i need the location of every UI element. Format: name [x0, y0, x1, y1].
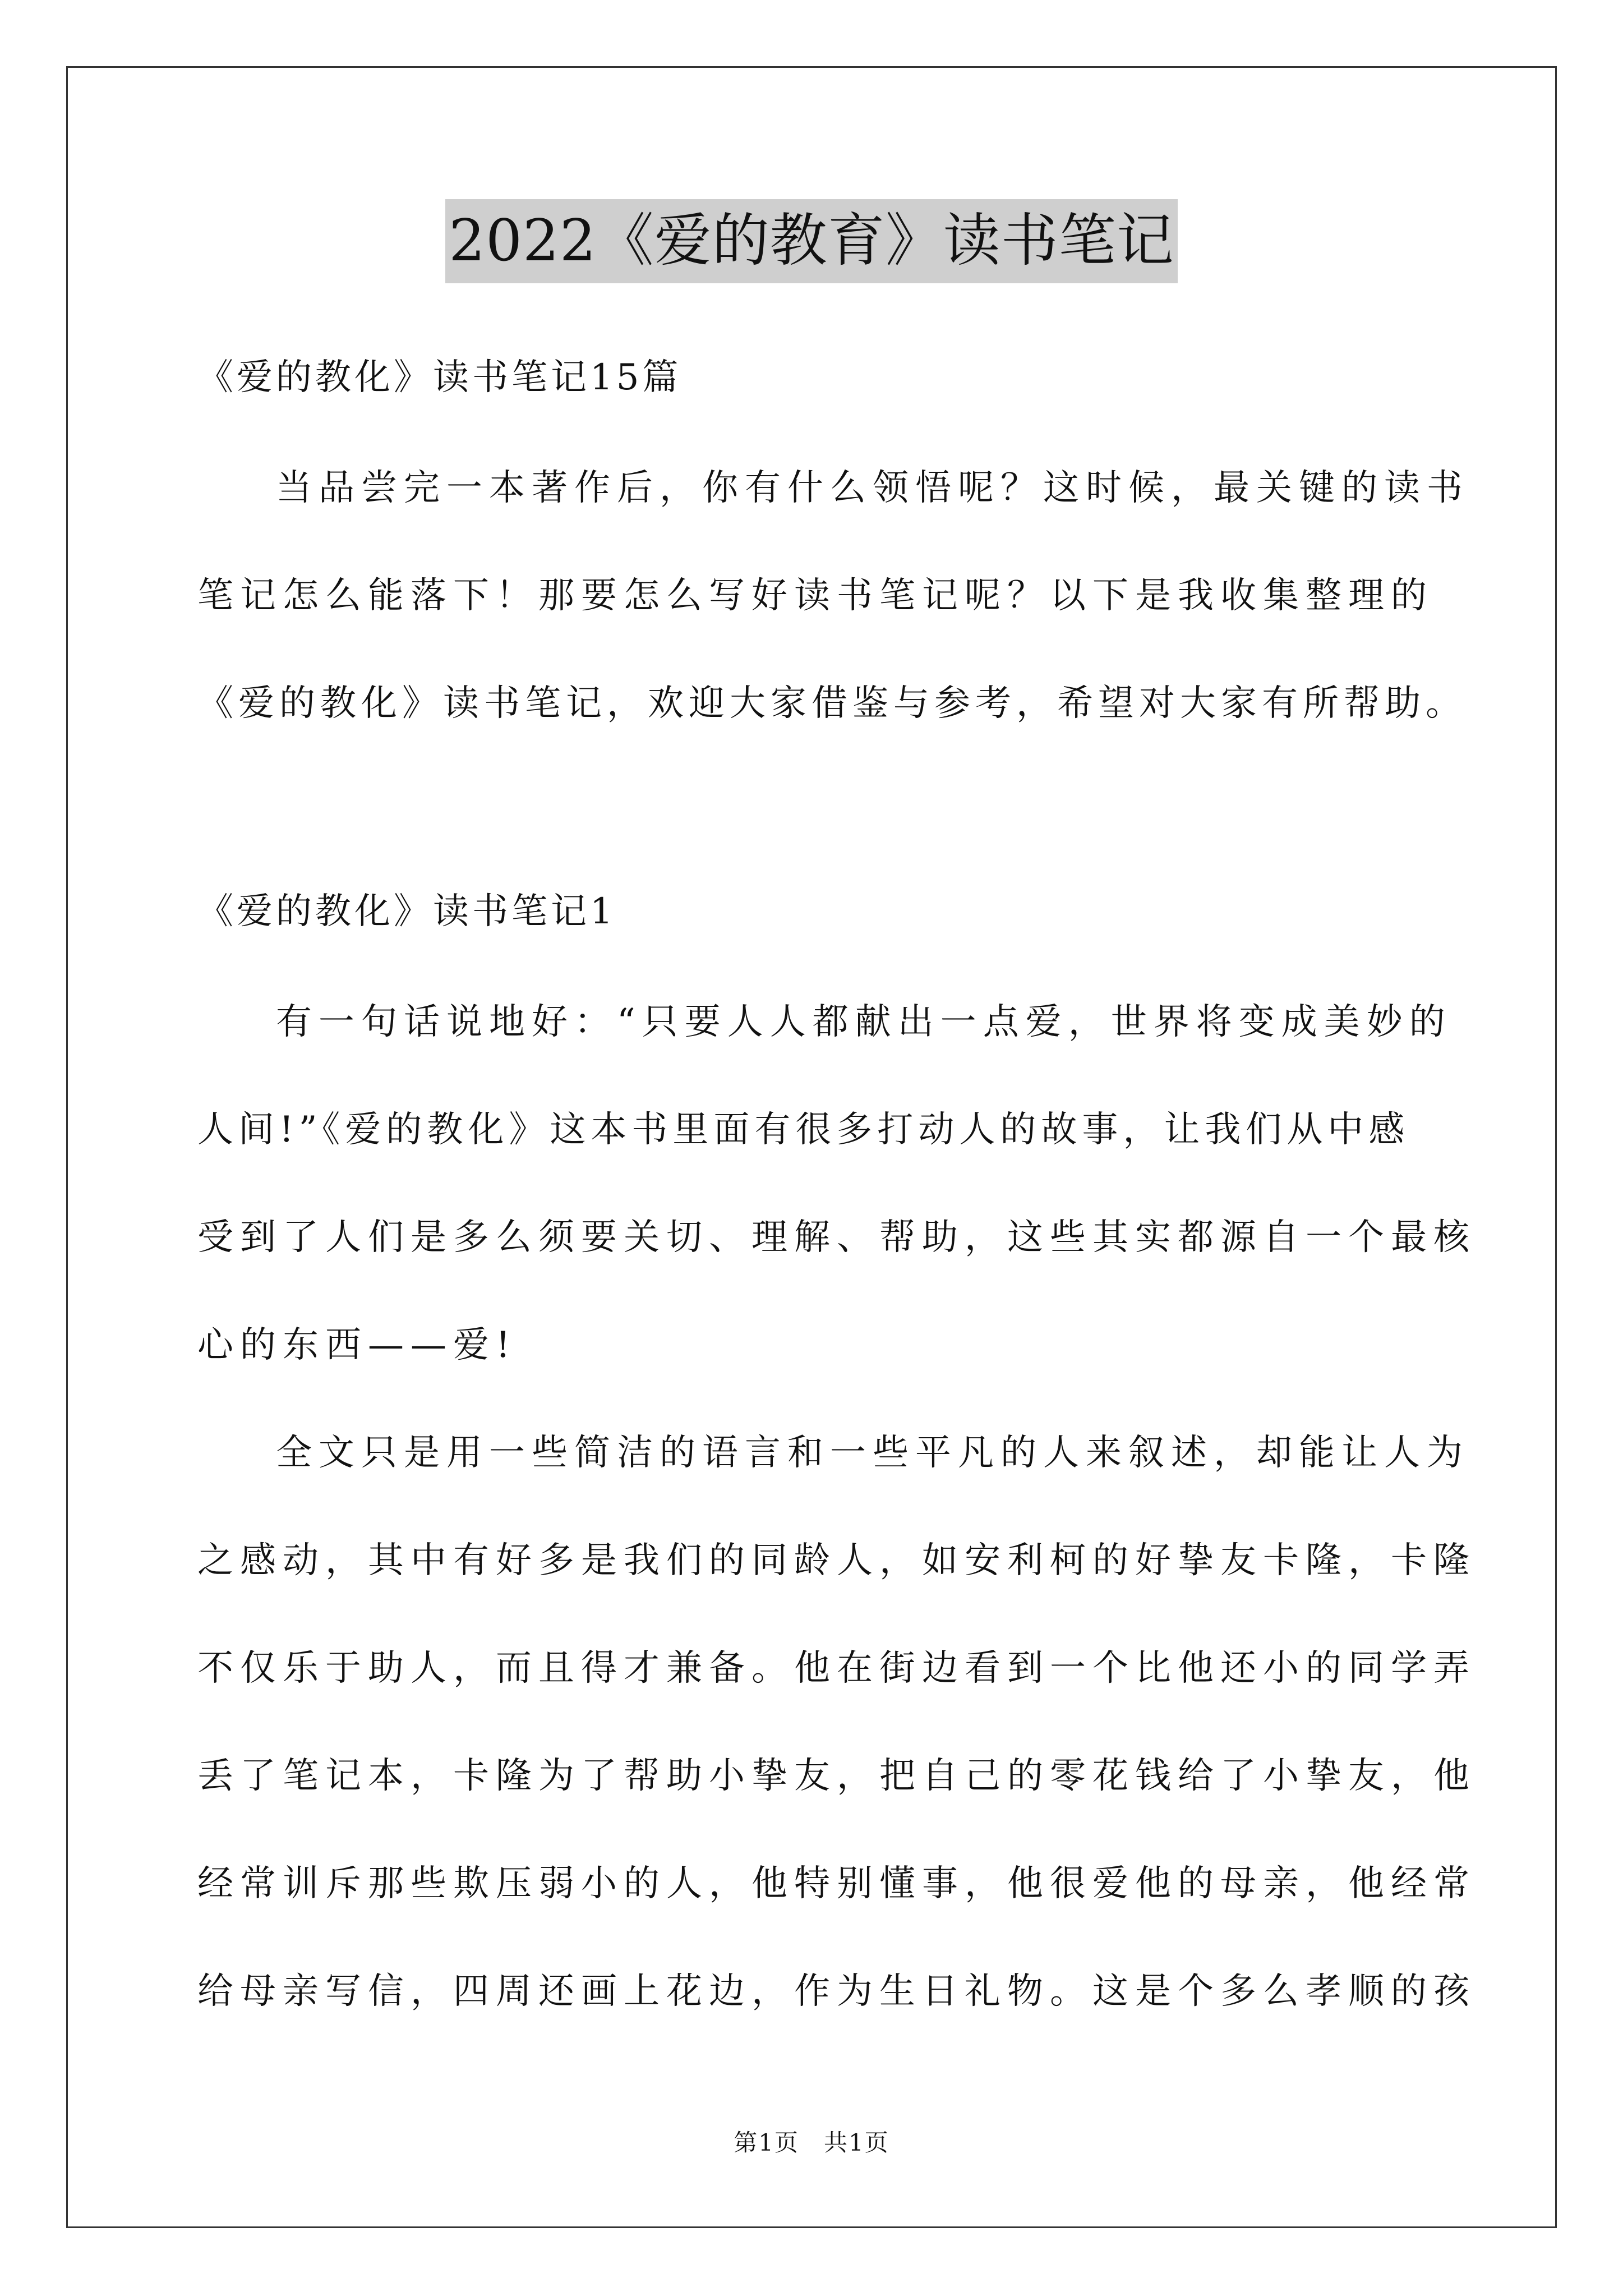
document-title: 2022《爱的教育》读书笔记 [445, 199, 1178, 283]
paragraph-line: 不仅乐于助人，而且得才兼备。他在街边看到一个比他还小的同学弄 [197, 1648, 1476, 1689]
intro-line: 笔记怎么能落下！那要怎么写好读书笔记呢？以下是我收集整理的 [197, 575, 1433, 616]
paragraph-line: 经常训斥那些欺压弱小的人，他特别懂事，他很爱他的母亲，他经常 [197, 1863, 1476, 1904]
page-footer: 第1页 共1页 [734, 2129, 889, 2156]
paragraph-line: 之感动，其中有好多是我们的同龄人，如安利柯的好挚友卡隆，卡隆 [197, 1540, 1476, 1581]
paragraph-line: 受到了人们是多么须要关切、理解、帮助，这些其实都源自一个最核 [197, 1217, 1476, 1258]
paragraph-line: 全文只是用一些简洁的语言和一些平凡的人来叙述，却能让人为 [276, 1432, 1469, 1474]
intro-line: 当品尝完一本著作后，你有什么领悟呢？这时候，最关键的读书 [276, 467, 1469, 509]
paragraph-line: 心的东西——爱! [197, 1324, 517, 1366]
document-subtitle: 《爱的教化》读书笔记15篇 [197, 357, 682, 398]
paragraph-line: 给母亲写信，四周还画上花边，作为生日礼物。这是个多么孝顺的孩 [197, 1971, 1476, 2012]
paragraph-line: 丢了笔记本，卡隆为了帮助小挚友，把自己的零花钱给了小挚友，他 [197, 1755, 1476, 1797]
title-container [0, 199, 1623, 283]
section-heading: 《爱的教化》读书笔记1 [197, 891, 616, 932]
paragraph-line: 人间!”《爱的教化》这本书里面有很多打动人的故事，让我们从中感 [197, 1109, 1410, 1151]
intro-line: 《爱的教化》读书笔记，欢迎大家借鉴与参考，希望对大家有所帮助。 [197, 683, 1467, 724]
paragraph-line: 有一句话说地好：“只要人人都献出一点爱，世界将变成美妙的 [276, 1001, 1452, 1043]
